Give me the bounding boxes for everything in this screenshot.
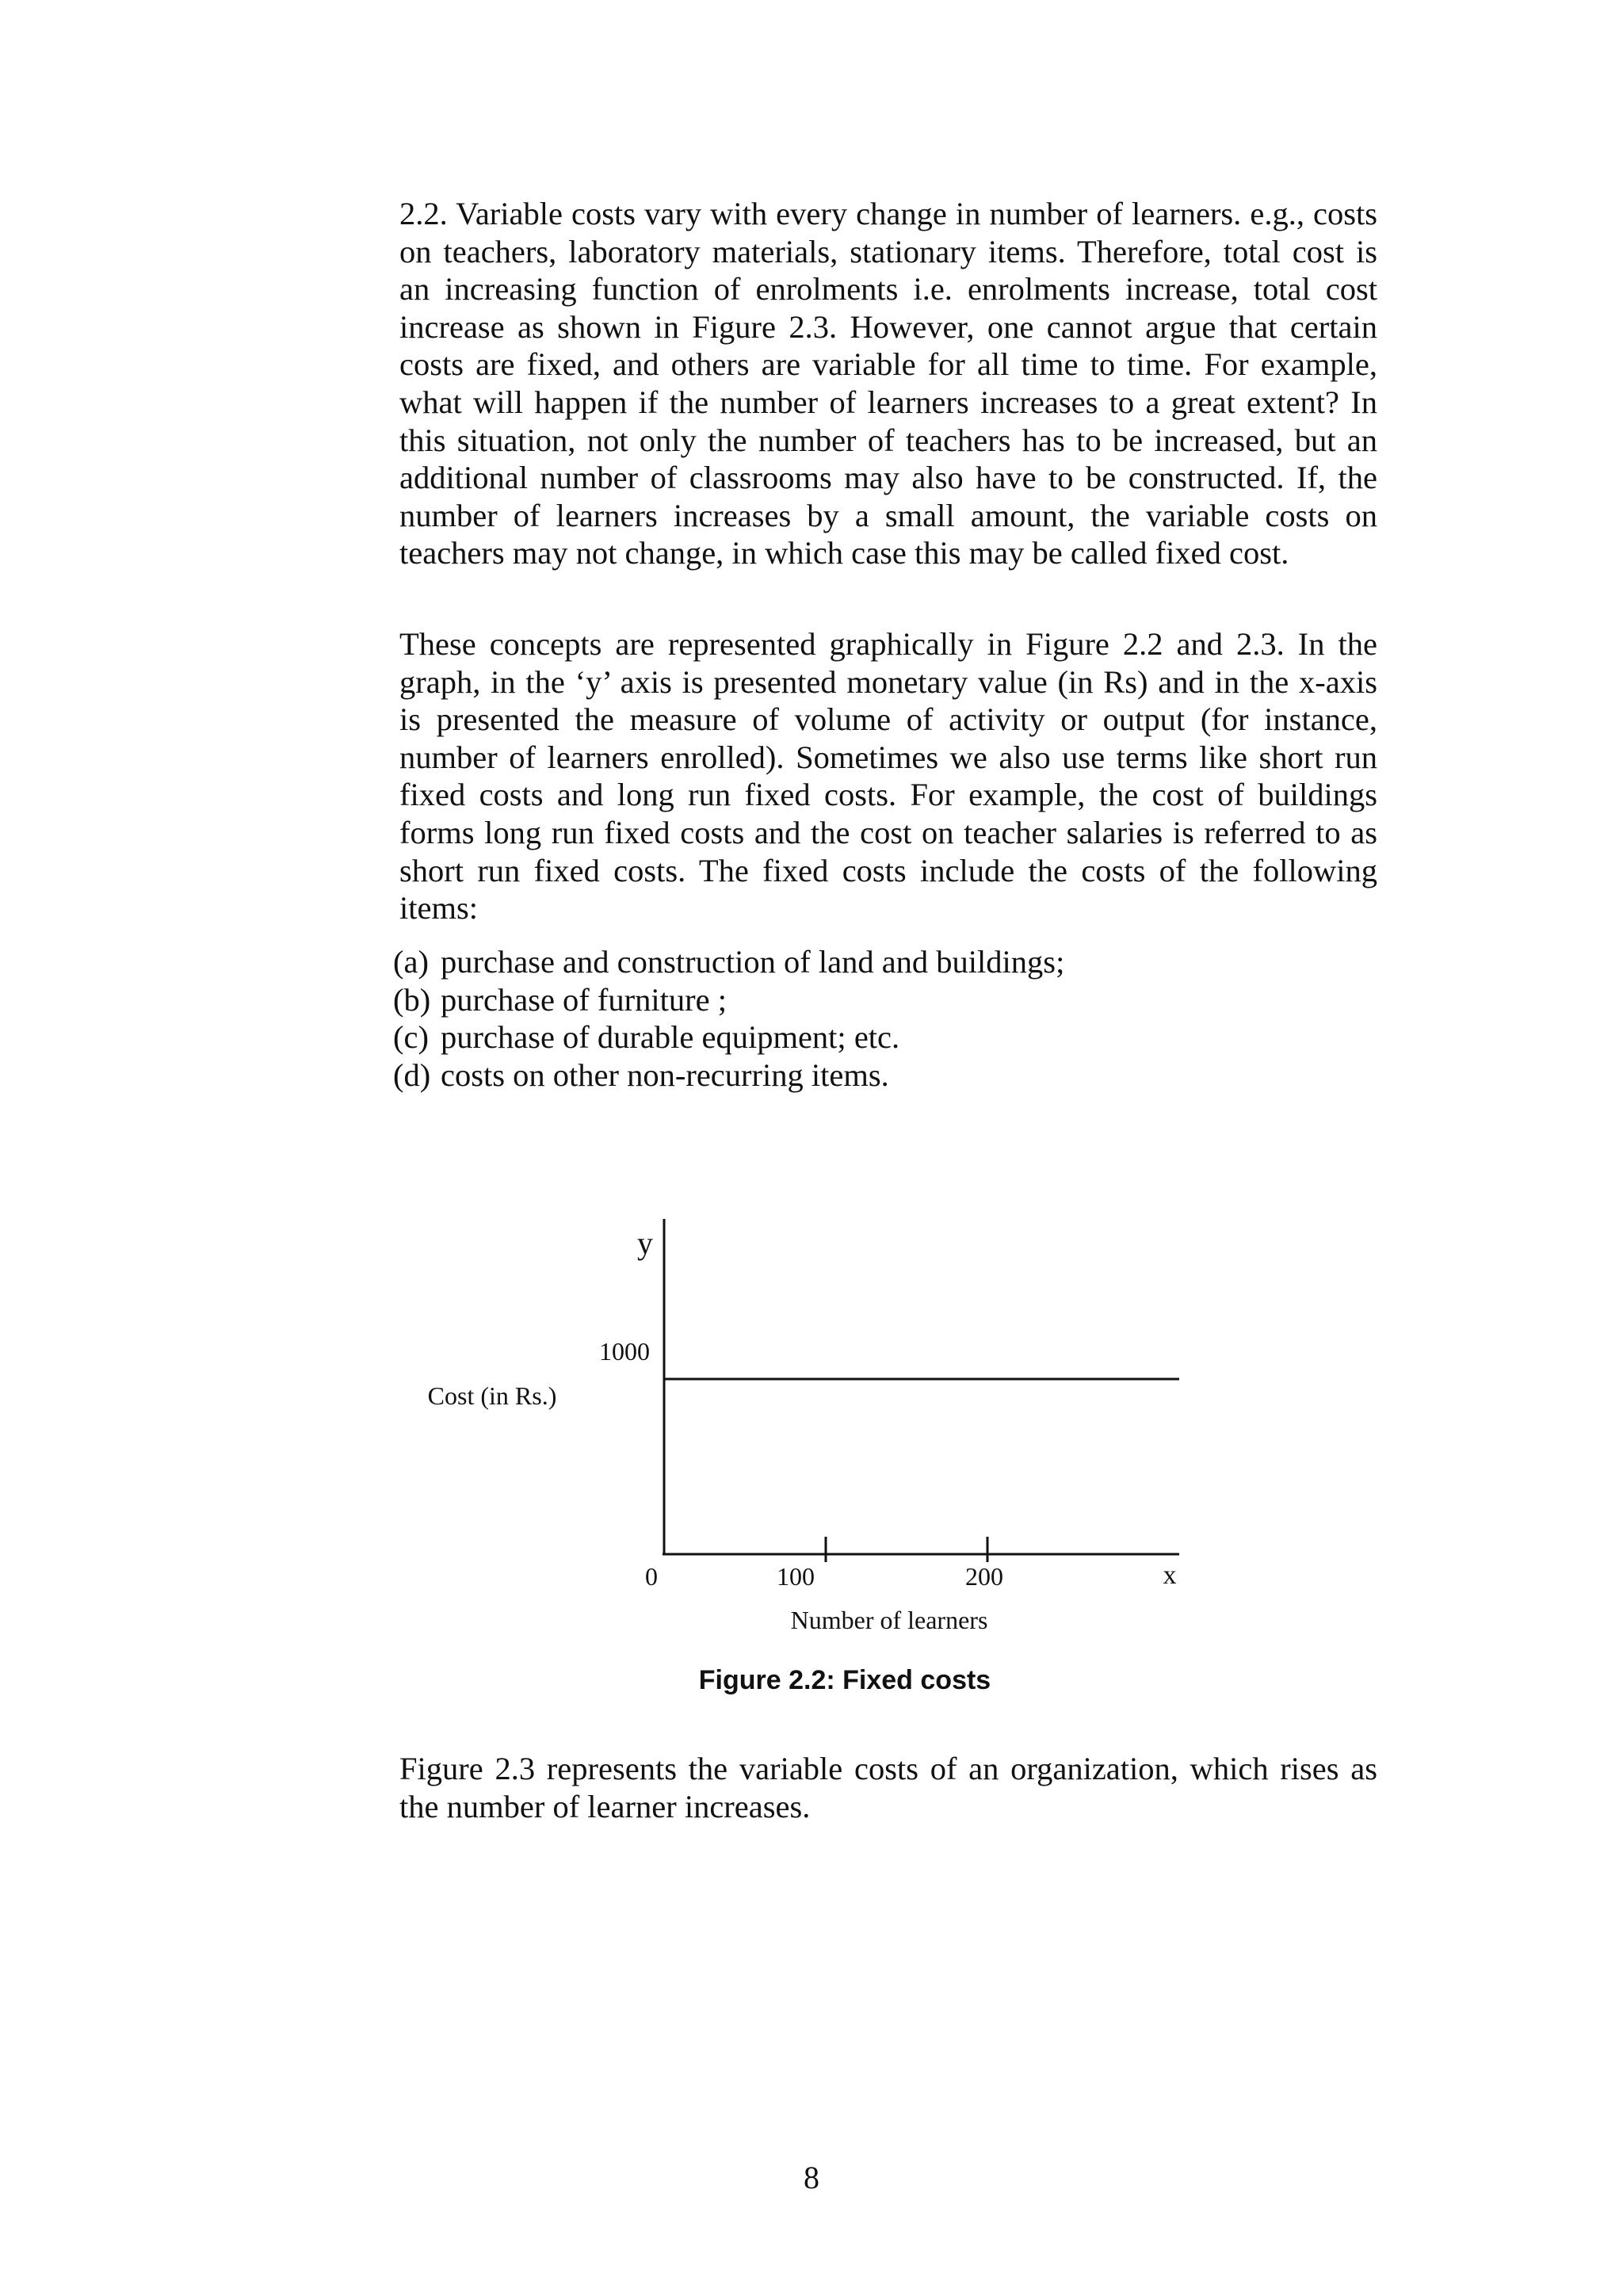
list-item-text: purchase and construction of land and buildings; (441, 944, 1065, 980)
paragraph-figure-2-3: Figure 2.3 represents the variable costs of an organization, which rises as the number of learner increases. (399, 1751, 1377, 1824)
paragraph-graph-concepts: These concepts are represented graphically in Figure 2.2 and 2.3. In the graph, in the ‘y’ axis is presented monetary value (in Rs) and in the x-axis is presented the measure of volume of activity or output (for instance, number of learners enrolled). Sometimes we also use terms like short run fixed costs and long run fixed costs. For example, the cost of buildings forms long run fixed costs and the cost on teacher salaries is referred to as short run fixed costs. The fixed costs include the costs of the following items: (399, 626, 1377, 926)
paragraph-variable-costs: 2.2. Variable costs vary with every change in number of learners. e.g., costs on teachers, laboratory materials, stationary items. Therefore, total cost is an increasing function of enrolments i.e. enrolments increase, total cost increase as shown in Figure 2.3. However, one cannot argue that certain costs are fixed, and others are variable for all time to time. For example, what will happen if the number of learners increases to a great extent? In this situation, not only the number of teachers has to be increased, but an additional number of classrooms may also have to be constructed. If, the number of learners increases by a small amount, the variable costs on teachers may not change, in which case this may be called fixed cost. (399, 196, 1377, 571)
list-item-text: costs on other non-recurring items. (441, 1056, 889, 1093)
list-marker: (a) (393, 944, 429, 980)
x-axis-letter: x (1163, 1561, 1177, 1590)
list-item-text: purchase of durable equipment; etc. (441, 1019, 900, 1056)
x-tick-label-200: 200 (965, 1562, 1003, 1591)
list-item (393, 981, 1376, 1019)
y-axis-title: Cost (in Rs.) (427, 1381, 557, 1410)
x-origin-label: 0 (645, 1562, 658, 1591)
list-item (393, 1018, 1376, 1056)
x-tick-label-100: 100 (777, 1562, 815, 1591)
y-axis-letter: y (637, 1225, 653, 1261)
y-tick-label: 1000 (599, 1337, 650, 1366)
page-number: 8 (804, 2160, 819, 2195)
list-marker: (c) (393, 1019, 429, 1056)
x-axis-title: Number of learners (790, 1606, 988, 1634)
list-item-text: purchase of furniture ; (441, 981, 727, 1018)
fixed-costs-list (393, 943, 1376, 1094)
list-marker: (d) (393, 1056, 431, 1093)
list-marker: (b) (393, 981, 431, 1018)
list-item (393, 1056, 1376, 1095)
list-item (393, 943, 1376, 981)
figure-caption: Figure 2.2: Fixed costs (698, 1665, 991, 1695)
